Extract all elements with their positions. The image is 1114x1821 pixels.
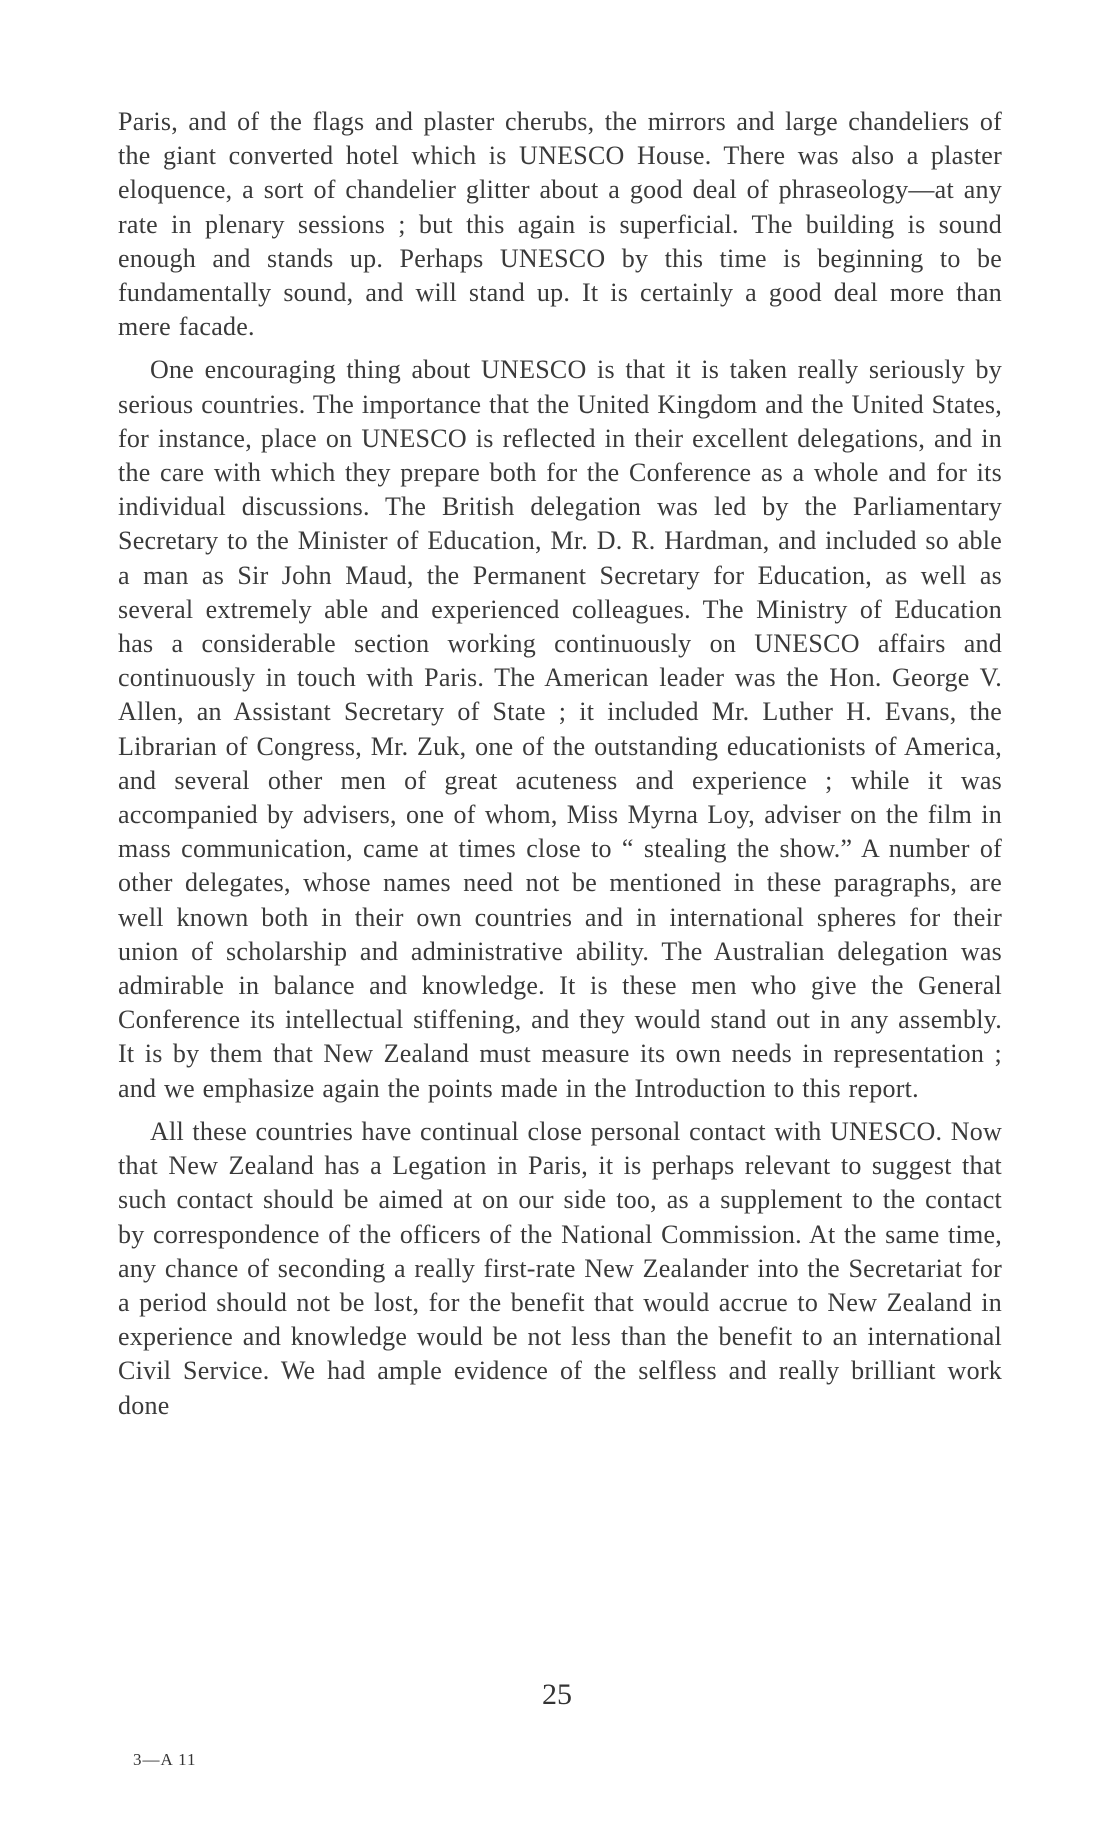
page-number: 25 — [542, 1678, 572, 1711]
page-body — [118, 105, 1002, 1423]
paragraph-3: All these countries have continual close personal contact with UNESCO. Now that New Zealand has a Legation in Paris, it is perhaps relevant to suggest that such contact should be aimed at on our side too, as a supplement to the contact by correspondence of the officers of the National Commission. At the same time, any chance of seconding a really first-rate New Zealander into the Secretariat for a period should not be lost, for the benefit that would accrue to New Zealand in experience and knowledge would be not less than the benefit to an international Civil Service. We had ample evidence of the selfless and really brilliant work done — [118, 1116, 1002, 1420]
printer-signature-mark: 3—A 11 — [133, 1750, 197, 1769]
paragraph-2: One encouraging thing about UNESCO is that it is taken really seriously by serious countries. The importance that the United Kingdom and the United States, for instance, place on UNESCO is reflected in their excellent delegations, and in the care with which they prepare both for the Conference as a whole and for its individual discussions. The British delegation was led by the Parliamentary Secretary to the Minister of Education, Mr. D. R. Hardman, and included so able a man as Sir John Maud, the Permanent Secretary for Education, as well as several extremely able and experienced colleagues. The Ministry of Education has a considerable section working continuously on UNESCO affairs and continuously in touch with Paris. The American leader was the Hon. George V. Allen, an Assistant Secretary of State ; it included Mr. Luther H. Evans, the Librarian of Congress, Mr. Zuk, one of the outstanding educationists of America, and several other men of great acuteness and experience ; while it was accompanied by advisers, one of whom, Miss Myrna Loy, adviser on the film in mass communication, came at times close to “ stealing the show.” A number of other delegates, whose names need not be mentioned in these paragraphs, are well known both in their own countries and in international spheres for their union of scholarship and administrative ability. The Australian delegation was admirable in balance and knowledge. It is these men who give the General Conference its intellectual stiffening, and they would stand out in any assembly. It is by them that New Zealand must measure its own needs in representation ; and we emphasize again the points made in the Introduction to this report. — [118, 355, 1002, 1103]
paragraph-1: Paris, and of the flags and plaster cherubs, the mirrors and large chandeliers of the giant converted hotel which is UNESCO House. There was also a plaster eloquence, a sort of chandelier glitter about a good deal of phraseology—at any rate in plenary sessions ; but this again is superficial. The building is sound enough and stands up. Perhaps UNESCO by this time is beginning to be fundamentally sound, and will stand up. It is certainly a good deal more than mere facade. — [118, 107, 1002, 342]
